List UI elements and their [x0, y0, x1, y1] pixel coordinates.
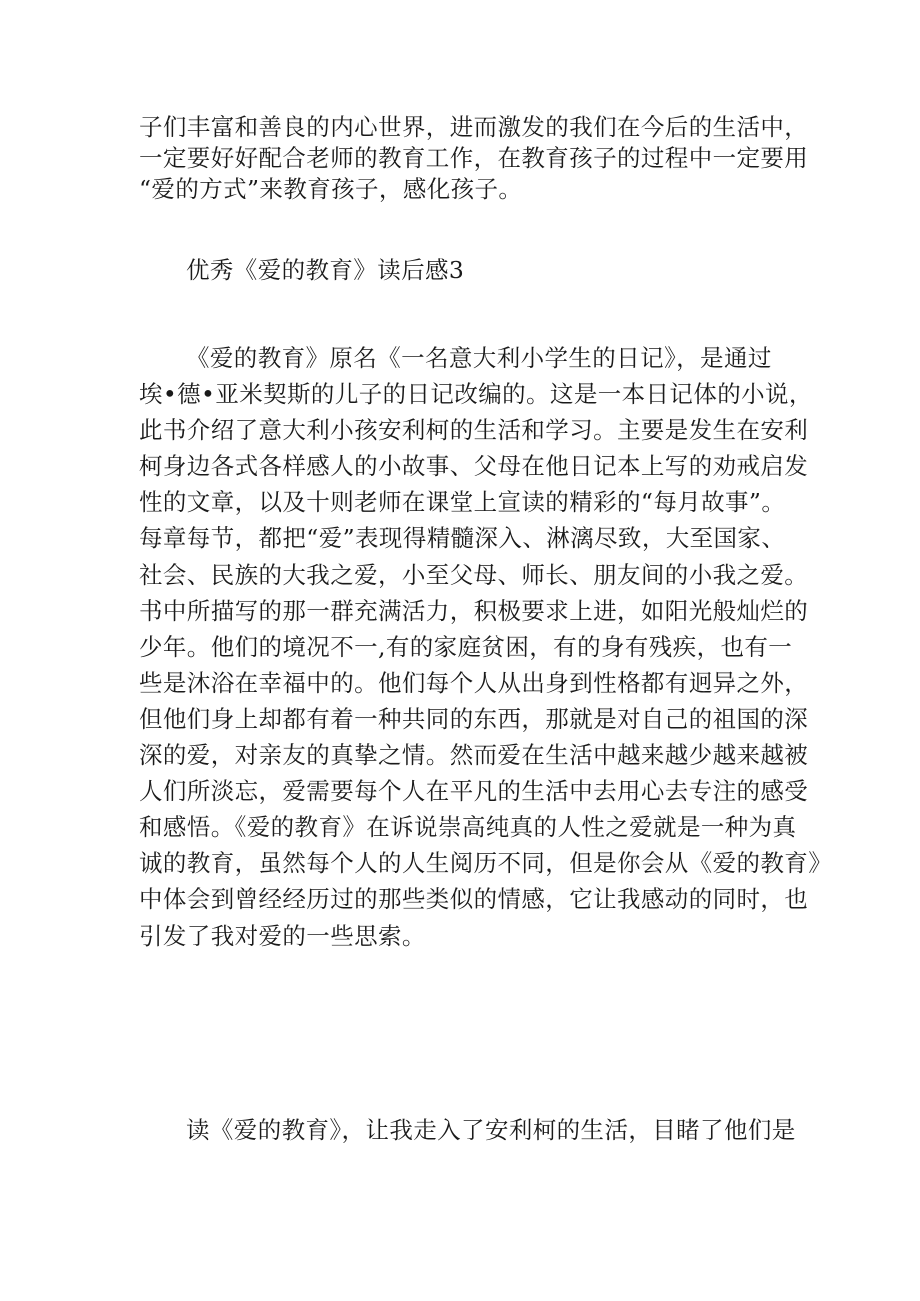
paragraph-line: 些是沐浴在幸福中的。他们每个人从出身到性格都有迥异之外， — [139, 668, 809, 697]
section-heading: 优秀《爱的教育》读后感3 — [186, 256, 465, 284]
paragraph-line: 读《爱的教育》，让我走入了安利柯的生活，目睹了他们是 — [186, 1116, 796, 1144]
paragraph-line: 引发了我对爱的一些思索。 — [139, 921, 426, 950]
paragraph-line: 人们所淡忘，爱需要每个人在平凡的生活中去用心去专注的感受 — [139, 777, 809, 806]
paragraph-line: 深的爱，对亲友的真挚之情。然而爱在生活中越来越少越来越被 — [139, 741, 809, 770]
paragraph-line: 诚的教育，虽然每个人的人生阅历不同，但是你会从《爱的教育》 — [139, 849, 833, 878]
paragraph-line: 《爱的教育》原名《一名意大利小学生的日记》，是通过 — [186, 344, 772, 372]
paragraph-2 — [139, 1112, 799, 1148]
intro-line: “爱的方式”来教育孩子，感化孩子。 — [139, 175, 523, 203]
paragraph-line: 中体会到曾经经历过的那些类似的情感，它让我感动的同时，也 — [139, 885, 809, 914]
paragraph-line: 书中所描写的那一群充满活力，积极要求上进，如阳光般灿烂的 — [139, 596, 809, 625]
intro-line: 一定要好好配合老师的教育工作，在教育孩子的过程中一定要用 — [139, 144, 809, 172]
paragraph-line: 但他们身上却都有着一种共同的东西，那就是对自己的祖国的深 — [139, 704, 809, 733]
paragraph-line: 少年。他们的境况不一,有的家庭贫困，有的身有残疾，也有一 — [139, 632, 793, 661]
paragraph-1 — [139, 340, 833, 954]
paragraph-line: 埃•德•亚米契斯的儿子的日记改编的。这是一本日记体的小说， — [139, 380, 813, 409]
intro-line: 子们丰富和善良的内心世界，进而激发的我们在今后的生活中， — [139, 113, 809, 141]
paragraph-line: 柯身边各式各样感人的小故事、父母在他日记本上写的劝戒启发 — [139, 452, 809, 481]
paragraph-line: 每章每节，都把“爱”表现得精髓深入、淋漓尽致，大至国家、 — [139, 524, 786, 553]
paragraph-line: 性的文章，以及十则老师在课堂上宣读的精彩的“每月故事”。 — [139, 488, 786, 517]
intro-paragraph — [139, 112, 809, 205]
paragraph-line: 社会、民族的大我之爱，小至父母、师长、朋友间的小我之爱。 — [139, 560, 809, 589]
paragraph-line: 此书介绍了意大利小孩安利柯的生活和学习。主要是发生在安利 — [139, 416, 809, 445]
paragraph-line: 和感悟。《爱的教育》在诉说崇高纯真的人性之爱就是一种为真 — [139, 813, 797, 842]
